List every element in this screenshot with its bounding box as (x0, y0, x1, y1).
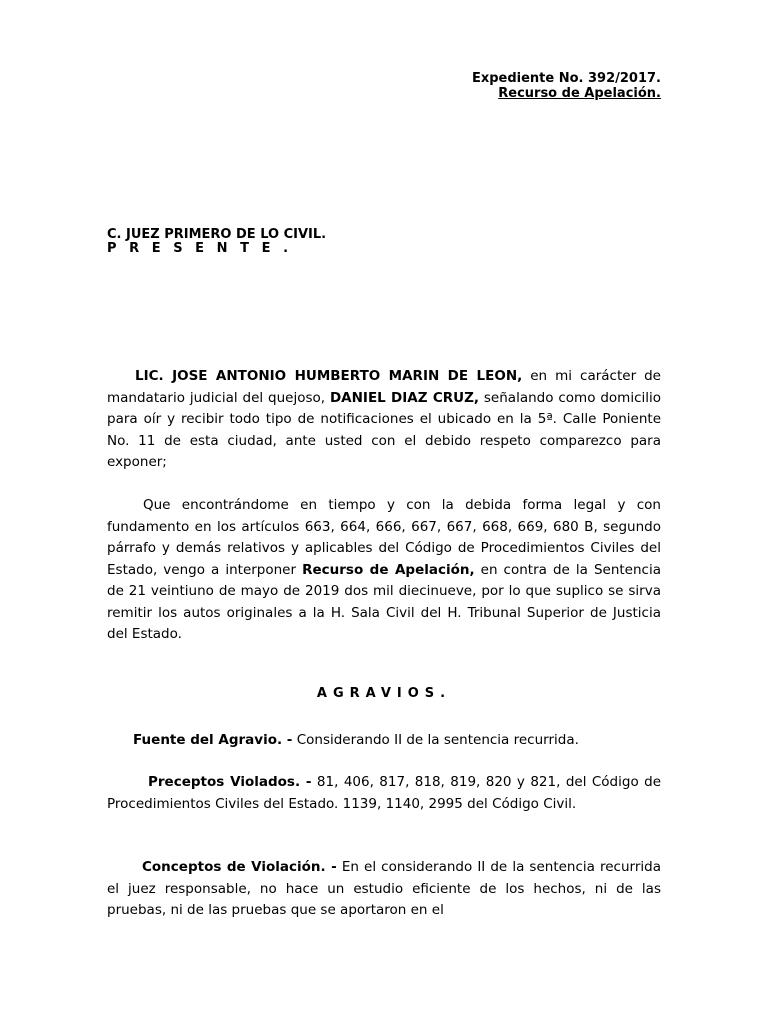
section-title-agravios: AGRAVIOS. (316, 686, 452, 701)
appeal-bold: Recurso de Apelación, (302, 561, 475, 578)
paragraph-conceptos (107, 857, 661, 922)
paragraph-intro (107, 366, 661, 474)
preceptos-text: 81, 406, 817, 818, 819, 820 y 821, del Código de Procedimientos Civiles del Estado. 1139, 1140, 2995 del Código Civil. (107, 774, 662, 812)
paragraph-appeal (107, 495, 661, 646)
conceptos-text: En el considerando II de la sentencia recurrida el juez responsable, no hace un estudio eficiente de los hechos, ni de las pruebas, ni de las pruebas que se aportaron en el (107, 859, 661, 918)
fuente-text: Considerando II de la sentencia recurrida. (292, 732, 579, 748)
expediente-number: Expediente No. 392/2017. (471, 71, 661, 86)
addressee-judge: C. JUEZ PRIMERO DE LO CIVIL. (107, 227, 327, 242)
paragraph-intro-text-b: señalando como domicilio para oír y recibir todo tipo de notificaciones el ubicado en la 5ª. Calle Poniente No. 11 de esta ciudad, ante usted con el debido respeto comparezco para exponer; (107, 389, 661, 470)
paragraph-intro-text-a: en mi carácter de mandatario judicial del quejoso, (107, 368, 661, 406)
client-name: DANIEL DIAZ CRUZ, (329, 389, 480, 406)
paragraph-fuente (107, 730, 661, 752)
paragraph-appeal-text-a: Que encontrándome en tiempo y con la debida forma legal y con fundamento en los artículos 663, 664, 666, 667, 667, 668, 669, 680 B, segundo párrafo y demás relativos y aplicables del Código de Procedimientos Civiles del Estado, vengo a interponer (107, 497, 661, 578)
attorney-name: LIC. JOSE ANTONIO HUMBERTO MARIN DE LEON, (135, 368, 523, 384)
case-header (472, 71, 661, 101)
preceptos-label: Preceptos Violados. - (148, 774, 312, 790)
appeal-title: Recurso de Apelación. (498, 86, 661, 101)
paragraph-preceptos (107, 772, 661, 815)
fuente-label: Fuente del Agravio. - (133, 732, 293, 748)
paragraph-appeal-text-b: en contra de la Sentencia de 21 veintiuno de mayo de 2019 dos mil diecinueve, por lo que suplico se sirva remitir los autos originales a la H. Sala Civil del H. Tribunal Superior de Justicia del Estado. (107, 561, 661, 642)
addressee-presente: PRESENTE. (107, 241, 301, 256)
conceptos-label: Conceptos de Violación. - (142, 859, 337, 875)
addressee-block (107, 228, 326, 256)
